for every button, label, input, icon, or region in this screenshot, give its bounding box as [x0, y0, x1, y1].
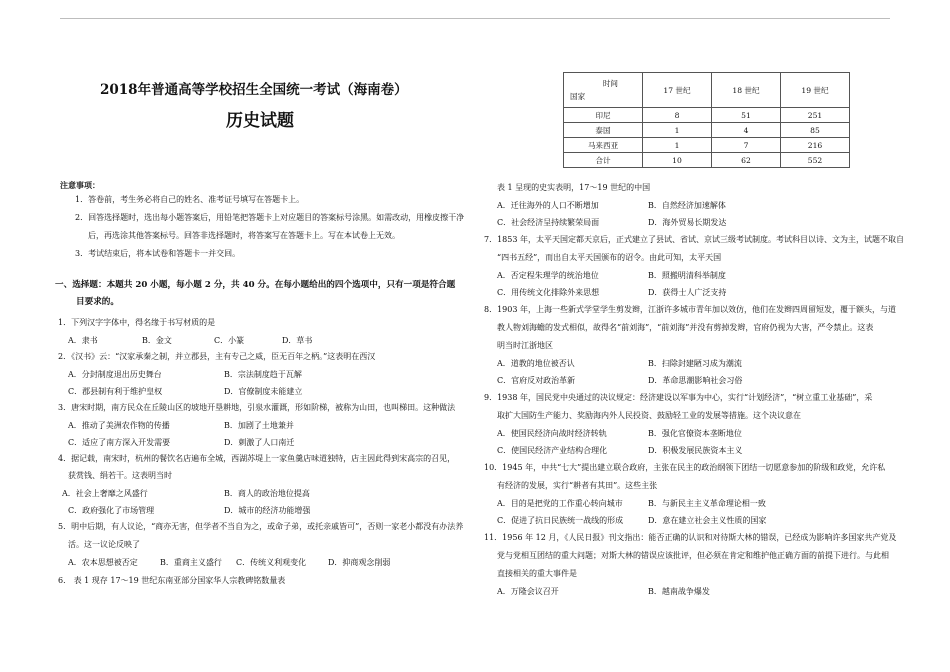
- question-stem: 5．明中后期，有人议论，“商亦无害，但学者不当自为之，或命子弟，或托亲戚皆可”，否则一家老小都没有办法养: [58, 522, 464, 531]
- question-stem-cont: 明当时江浙地区: [497, 341, 553, 350]
- option-c[interactable]: C．用传统文化排除外来思想: [497, 288, 600, 297]
- question-stem: 表 1 呈现的史实表明，17～19 世纪的中国: [497, 183, 651, 192]
- table-cell-country: 合计: [564, 153, 643, 168]
- table-cell: 4: [712, 123, 781, 138]
- question-stem-cont: 党与党相互团结的重大问题；对斯大林的错误应该批评，但必须在肯定和维护他正确方面的前提下进行。与此相: [497, 551, 889, 560]
- table-cell-country: 印尼: [564, 108, 643, 123]
- option-b[interactable]: B．扫除封建陋习成为潮流: [648, 359, 742, 368]
- notice-item: 3．考试结束后，将本试卷和答题卡一并交回。: [75, 249, 241, 258]
- notice-item: 1．答卷前，考生务必将自己的姓名、准考证号填写在答题卡上。: [75, 195, 305, 204]
- table-col-header: 19 世纪: [781, 73, 850, 108]
- option-b[interactable]: B．加剧了土地兼并: [224, 421, 294, 430]
- option-b[interactable]: B．宗法制度趋于瓦解: [224, 370, 302, 379]
- table-cell: 251: [781, 108, 850, 123]
- option-a[interactable]: A．否定程朱理学的统治地位: [497, 271, 599, 280]
- option-a[interactable]: A．万隆会议召开: [497, 587, 559, 596]
- question-stem: 10．1945 年，中共“七大”提出建立联合政府，主张在民主的政治纲领下团结一切愿意参加的阶级和政党，允许私: [484, 463, 886, 472]
- option-d[interactable]: D．积极发展民族资本主义: [648, 446, 743, 455]
- option-b[interactable]: B．与新民主主义革命理论相一致: [648, 499, 766, 508]
- option-d[interactable]: D．刺激了人口南迁: [224, 438, 295, 447]
- option-b[interactable]: B．金文: [142, 336, 172, 345]
- question-stem-cont: 获赏钱、绢若干。这表明当时: [68, 471, 172, 480]
- option-a[interactable]: A．社会上奢靡之风盛行: [62, 489, 148, 498]
- option-b[interactable]: B．自然经济加速解体: [648, 201, 726, 210]
- question-stem: 2．《汉书》云：“汉家承秦之制，并立郡县，主有专己之威，臣无百年之柄。”这表明在西汉: [58, 352, 376, 361]
- table-cell: 1: [643, 138, 712, 153]
- option-a[interactable]: A．目的是把党的工作重心转向城市: [497, 499, 623, 508]
- question-stem-cont: 教人物刘海蟾的发式相似，故得名“前刘海”，“前刘海”并没有剪掉发辫，官府仍视为大害，严令禁止。这表: [497, 323, 874, 332]
- option-b[interactable]: B．商人的政治地位提高: [224, 489, 310, 498]
- table-header-time: 时间: [602, 79, 618, 88]
- option-c[interactable]: C．政府强化了市场管理: [68, 506, 155, 515]
- question-stem-cont: 活。这一议论反映了: [68, 540, 140, 549]
- table-col-header: 18 世纪: [712, 73, 781, 108]
- question-stem: 3．唐宋时期，南方民众在丘陵山区的坡地开垦耕地，引泉水灌溉，形如阶梯，被称为山田，也叫梯田。这种做法: [58, 403, 456, 412]
- table-cell: 62: [712, 153, 781, 168]
- table-col-header: 17 世纪: [643, 73, 712, 108]
- option-c[interactable]: C．促进了抗日民族统一战线的形成: [497, 516, 624, 525]
- data-table: [563, 72, 850, 168]
- question-stem-cont: 有经济的发展，实行“耕者有其田”。这些主张: [497, 481, 658, 490]
- question-stem: 6． 表 1 现存 17～19 世纪东南亚部分国家华人宗教碑铭数量表: [58, 576, 286, 585]
- option-c[interactable]: C．官府反对政治革新: [497, 376, 576, 385]
- table-cell: 51: [712, 108, 781, 123]
- table-cell: 216: [781, 138, 850, 153]
- table-cell: 1: [643, 123, 712, 138]
- option-a[interactable]: A．推动了美洲农作物的传播: [68, 421, 170, 430]
- table-cell: 552: [781, 153, 850, 168]
- section-heading: 一、选择题：本题共 20 小题，每小题 2 分，共 40 分。在每小题给出的四个选项中，只有一项是符合题: [55, 280, 456, 290]
- table-cell-country: 马来西亚: [564, 138, 643, 153]
- table-cell: 8: [643, 108, 712, 123]
- option-b[interactable]: B．重商主义盛行: [160, 558, 222, 567]
- option-b[interactable]: B．照搬明清科举制度: [648, 271, 726, 280]
- table-cell: 10: [643, 153, 712, 168]
- question-stem-cont: “四书五经”，而出自太平天国颁布的诏令。由此可知，太平天国: [497, 253, 722, 262]
- table-header-country: 国家: [570, 92, 586, 101]
- option-c[interactable]: C．郡县制有利于维护皇权: [68, 387, 163, 396]
- question-stem-cont: 直接相关的重大事件是: [497, 569, 577, 578]
- top-rule: [60, 18, 890, 19]
- table-row: [564, 138, 850, 153]
- option-c[interactable]: C．传统义利观变化: [236, 558, 307, 567]
- option-a[interactable]: A．分封制度退出历史舞台: [68, 370, 162, 379]
- option-a[interactable]: A．道教的地位被否认: [497, 359, 575, 368]
- table-row: [564, 153, 850, 168]
- question-stem-cont: 取扩大国防生产能力、奖励海内外人民投资、鼓励轻工业的发展等措施。这个决议意在: [497, 411, 801, 420]
- option-b[interactable]: B．越南战争爆发: [648, 587, 710, 596]
- option-d[interactable]: D．获得士人广泛支持: [648, 288, 727, 297]
- table-row: [564, 123, 850, 138]
- option-d[interactable]: D．抑商观念削弱: [328, 558, 391, 567]
- option-d[interactable]: D．官僚制度未能建立: [224, 387, 303, 396]
- table-row: [564, 108, 850, 123]
- option-d[interactable]: D．城市的经济功能增强: [224, 506, 311, 515]
- option-b[interactable]: B．强化官僚资本垄断地位: [648, 429, 742, 438]
- table-corner-header: [564, 73, 643, 108]
- option-a[interactable]: A．农本思想被否定: [68, 558, 138, 567]
- option-c[interactable]: C．社会经济呈持续繁荣局面: [497, 218, 600, 227]
- option-d[interactable]: D．草书: [282, 336, 313, 345]
- table-cell: 7: [712, 138, 781, 153]
- question-stem: 8．1903 年，上海一些新式学堂学生剪发辫，江浙许多城市青年加以效仿，他们在发辫四周留短发，覆于额头，与道: [484, 305, 896, 314]
- notice-heading: 注意事项：: [60, 180, 100, 190]
- question-stem: 1．下列汉字字体中，得名缘于书写材质的是: [58, 318, 216, 327]
- exam-subtitle: 历史试题: [226, 111, 294, 131]
- option-a[interactable]: A．迁往海外的人口不断增加: [497, 201, 599, 210]
- question-stem: 4．据记载，南宋时，杭州的餐饮名店遍布全城，西湖苏堤上一家鱼羹店味道独特，店主因此得到宋高宗的召见，: [58, 454, 456, 463]
- notice-item: 后，再选涂其他答案标号。回答非选择题时，将答案写在答题卡上。写在本试卷上无效。: [88, 231, 400, 240]
- option-c[interactable]: C．适应了南方深入开发需要: [68, 438, 171, 447]
- option-a[interactable]: A．隶书: [68, 336, 98, 345]
- table-cell-country: 泰国: [564, 123, 643, 138]
- option-c[interactable]: C．使国民经济产业结构合理化: [497, 446, 608, 455]
- notice-item: 2．回答选择题时，选出每小题答案后，用铅笔把答题卡上对应题目的答案标号涂黑。如需改动，用橡皮擦干净: [75, 213, 465, 222]
- table-cell: 85: [781, 123, 850, 138]
- question-stem: 11．1956 年 12 月，《人民日报》刊文指出：能否正确的认识和对待斯大林的错误，已经成为影响许多国家共产党及: [484, 533, 897, 542]
- option-d[interactable]: D．海外贸易长期发达: [648, 218, 727, 227]
- option-d[interactable]: D．革命思潮影响社会习俗: [648, 376, 743, 385]
- option-d[interactable]: D．意在建立社会主义性质的国家: [648, 516, 767, 525]
- option-c[interactable]: C．小篆: [214, 336, 245, 345]
- option-a[interactable]: A．使国民经济向战时经济转轨: [497, 429, 607, 438]
- question-stem: 9．1938 年，国民党中央通过的决议规定：经济建设以军事为中心，实行“计划经济”，“树立重工业基础”，采: [484, 393, 873, 402]
- question-stem: 7．1853 年，太平天国定都天京后，正式建立了县试、省试、京试三级考试制度。考试科目以诗、文为主，试题不取自: [484, 235, 904, 244]
- section-heading-cont: 目要求的。: [76, 297, 119, 307]
- exam-title: 2018年普通高等学校招生全国统一考试（海南卷）: [100, 82, 408, 98]
